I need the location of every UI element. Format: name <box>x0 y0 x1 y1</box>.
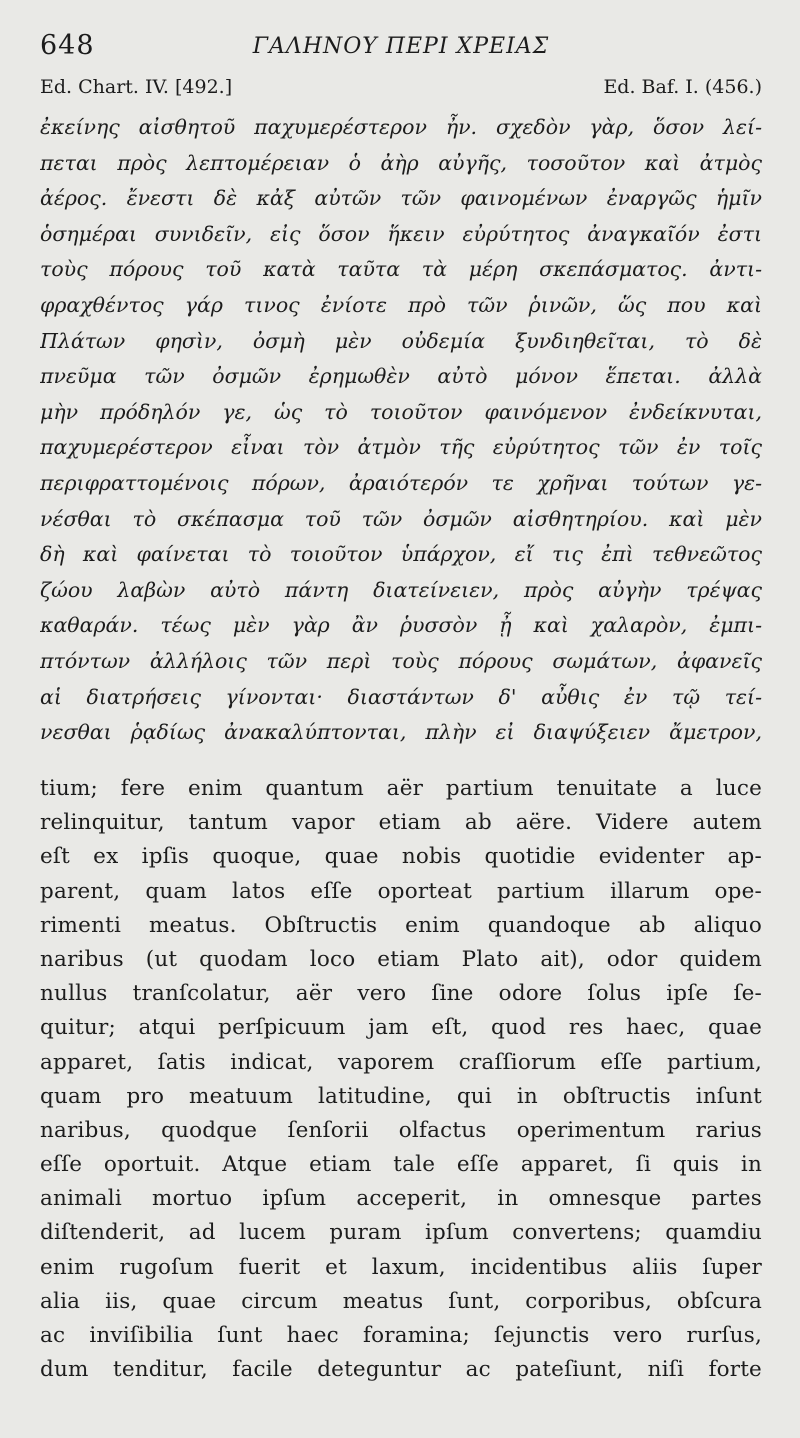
latin-line: nullus tranſcolatur, aër vero ſine odore ſolus ipſe ſe- <box>40 981 762 1007</box>
page-number: 648 <box>40 30 95 61</box>
latin-line: rimenti meatus. Obſtructis enim quandoque ab aliquo <box>40 912 762 938</box>
greek-line: αἱ διατρήσεις γίνονται· διαστάντων δ' αὖθις ἐν τῷ τεί- <box>40 684 762 709</box>
latin-line: alia iis, quae circum meatus ſunt, corporibus, obſcura <box>40 1288 762 1314</box>
latin-line: quam pro meatuum latitudine, qui in obſtructis inſunt <box>40 1083 762 1109</box>
latin-line: parent, quam latos eſſe oporteat partium illarum ope- <box>40 878 762 904</box>
latin-line: apparet, ſatis indicat, vaporem craſſiorum eſſe partium, <box>40 1049 762 1075</box>
greek-line: πεται πρὸς λεπτομέρειαν ὁ ἀὴρ αὐγῆς, τοσοῦτον καὶ ἀτμὸς <box>40 150 762 175</box>
greek-line: ἐκείνης αἰσθητοῦ παχυμερέστερον ἦν. σχεδὸν γὰρ, ὅσον λεί- <box>40 115 762 139</box>
latin-text-column <box>40 772 762 1387</box>
greek-line: Πλάτων φησὶν, ὀσμὴ μὲν οὐδεμία ξυνδιηθεῖται, τὸ δὲ <box>40 328 762 353</box>
edition-basel: Ed. Baf. I. (456.) <box>603 76 762 98</box>
latin-line: enim rugoſum fuerit et laxum, incidentibus aliis ſuper <box>40 1254 762 1280</box>
greek-line: τοὺς πόρους τοῦ κατὰ ταῦτα τὰ μέρη σκεπάσματος. ἀντι- <box>40 257 762 282</box>
greek-line: μὴν πρόδηλόν γε, ὡς τὸ τοιοῦτον φαινόμενον ἐνδείκνυται, <box>40 399 762 424</box>
greek-line: ἀέρος. ἔνεστι δὲ κἀξ αὐτῶν τῶν φαινομένων ἐναργῶς ἡμῖν <box>40 186 762 211</box>
latin-line: tium; fere enim quantum aër partium tenuitate a luce <box>40 776 762 801</box>
greek-line: πτόντων ἀλλήλοις τῶν περὶ τοὺς πόρους σωμάτων, ἀφανεῖς <box>40 648 762 673</box>
latin-line: naribus, quodque ſenſorii olfactus operimentum rarius <box>40 1117 762 1143</box>
page-header <box>40 30 762 70</box>
greek-line: πνεῦμα τῶν ὀσμῶν ἐρημωθὲν αὐτὸ μόνον ἕπεται. ἀλλὰ <box>40 364 762 389</box>
latin-line: quitur; atqui perſpicuum jam eſt, quod res haec, quae <box>40 1015 762 1041</box>
greek-line: ὁσημέραι συνιδεῖν, εἰς ὅσον ἥκειν εὐρύτητος ἀναγκαῖόν ἐστι <box>40 221 762 246</box>
greek-line: ζώου λαβὼν αὐτὸ πάντη διατείνειεν, πρὸς αὐγὴν τρέψας <box>40 577 762 602</box>
greek-line: φραχθέντος γάρ τινος ἐνίοτε πρὸ τῶν ῥινῶν, ὥς που καὶ <box>40 292 762 317</box>
running-title: ΓΑΛΗΝΟΥ ΠΕΡΙ ΧΡΕΙΑΣ <box>252 34 550 59</box>
greek-line: καθαράν. τέως μὲν γὰρ ἂν ῥυσσὸν ᾖ καὶ χαλαρὸν, ἐμπι- <box>40 613 762 638</box>
greek-line: νεσθαι ῥᾳδίως ἀνακαλύπτονται, πλὴν εἰ διαψύξειεν ἄμετρον, <box>40 720 762 745</box>
latin-line: eſt ex ipſis quoque, quae nobis quotidie evidenter ap- <box>40 844 762 870</box>
latin-line: diſtenderit, ad lucem puram ipſum convertens; quamdiu <box>40 1220 762 1246</box>
greek-line: δὴ καὶ φαίνεται τὸ τοιοῦτον ὑπάρχον, εἴ τις ἐπὶ τεθνεῶτος <box>40 542 762 567</box>
edition-chartier: Ed. Chart. IV. [492.] <box>40 76 233 98</box>
latin-line: eſſe oportuit. Atque etiam tale eſſe apparet, ſi quis in <box>40 1152 762 1178</box>
latin-line: ac inviſibilia ſunt haec foramina; ſejunctis vero rurſus, <box>40 1323 762 1348</box>
edition-reference-line <box>40 76 762 106</box>
greek-line: παχυμερέστερον εἶναι τὸν ἀτμὸν τῆς εὐρύτητος τῶν ἐν τοῖς <box>40 435 762 460</box>
latin-line: animali mortuo ipſum acceperit, in omnesque partes <box>40 1186 762 1212</box>
latin-line: naribus (ut quodam loco etiam Plato ait), odor quidem <box>40 946 762 972</box>
greek-line: νέσθαι τὸ σκέπασμα τοῦ τῶν ὀσμῶν αἰσθητηρίου. καὶ μὲν <box>40 506 762 531</box>
greek-text-column <box>40 110 762 751</box>
latin-line: relinquitur, tantum vapor etiam ab aëre. Videre autem <box>40 810 762 836</box>
latin-line: dum tenditur, facile deteguntur ac pateſiunt, niſi forte <box>40 1357 762 1383</box>
greek-line: περιφραττομένοις πόρων, ἀραιότερόν τε χρῆναι τούτων γε- <box>40 470 762 495</box>
